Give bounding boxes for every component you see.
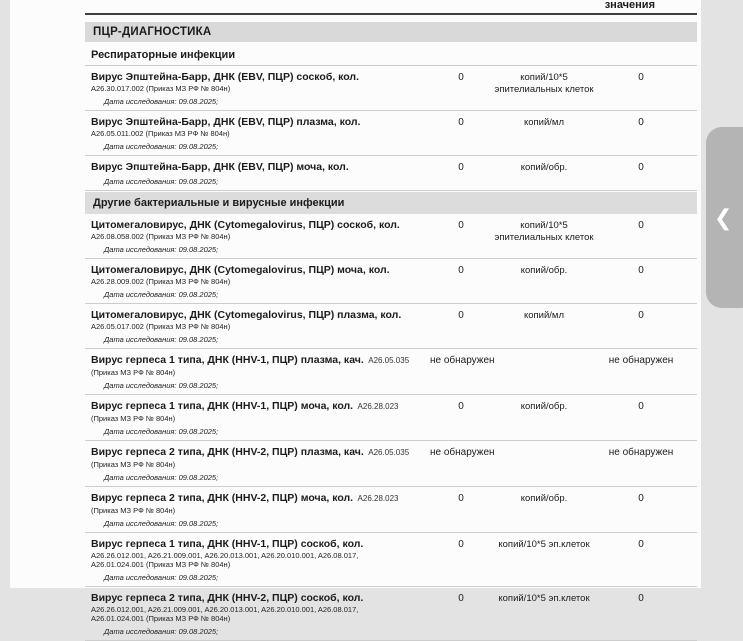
- test-result: 0: [458, 493, 464, 504]
- test-units: копий/обр.: [520, 401, 568, 412]
- test-name: Вирус герпеса 1 типа, ДНК (HHV-1, ПЦР) моча, кол. A26.28.023: [91, 400, 399, 412]
- group-header-other: Другие бактериальные и вирусные инфекции: [85, 192, 697, 214]
- test-date: Дата исследования: 09.08.2025;: [104, 519, 219, 528]
- test-date: Дата исследования: 09.08.2025;: [104, 97, 219, 106]
- test-code-inline: A26.05.035: [363, 356, 410, 365]
- test-result: 0: [458, 593, 464, 604]
- test-row: [85, 156, 697, 191]
- test-codes: [91, 322, 430, 331]
- test-name-cell: [85, 264, 430, 300]
- test-row: [85, 111, 697, 156]
- test-row: [85, 441, 697, 487]
- test-code-line: A26.28.009.002 (Приказ МЗ РФ № 804н): [91, 277, 231, 286]
- test-row: [85, 349, 697, 395]
- test-reference: 0: [638, 593, 644, 604]
- test-reference: 0: [638, 539, 644, 550]
- column-header-values: значения: [604, 0, 655, 11]
- chevron-left-icon: ❮: [714, 204, 733, 230]
- test-name-cell: [85, 309, 430, 345]
- test-name: Вирус герпеса 1 типа, ДНК (HHV-1, ПЦР) соскоб, кол.: [91, 538, 364, 550]
- test-row: [85, 304, 697, 349]
- test-name: Вирус герпеса 1 типа, ДНК (HHV-1, ПЦР) плазма, кач. A26.05.035: [91, 354, 410, 366]
- test-units: [492, 354, 596, 391]
- report-page: [10, 0, 701, 636]
- test-units: копий/обр.: [520, 493, 568, 504]
- test-result: 0: [458, 539, 464, 550]
- test-name: Цитомегаловирус, ДНК (Cytomegalovirus, ПЦР) моча, кол.: [91, 264, 390, 276]
- test-units: копий/мл: [523, 117, 565, 128]
- test-name-cell: [85, 161, 430, 187]
- test-name: Вирус герпеса 2 типа, ДНК (HHV-2, ПЦР) плазма, кач. A26.05.035: [91, 446, 410, 458]
- test-row: [85, 395, 697, 441]
- test-code-inline: A26.05.035: [363, 448, 410, 457]
- section-header-pcr: ПЦР-ДИАГНОСТИКА: [85, 22, 697, 42]
- test-codes: [91, 414, 430, 423]
- test-reference: 0: [638, 401, 644, 412]
- test-row: [85, 66, 697, 111]
- test-name: Цитомегаловирус, ДНК (Cytomegalovirus, ПЦР) плазма, кол.: [91, 309, 402, 321]
- test-units: копий/10*5 эп.клеток: [498, 539, 590, 550]
- test-code-line: A26.01.024.001 (Приказ МЗ РФ № 804н): [91, 614, 231, 623]
- test-codes: [91, 368, 430, 377]
- test-name: Вирус герпеса 2 типа, ДНК (HHV-2, ПЦР) моча, кол. A26.28.023: [91, 492, 399, 504]
- test-reference: не обнаружен: [608, 355, 674, 366]
- test-code-inline: A26.28.023: [353, 494, 399, 503]
- test-codes: [91, 605, 430, 623]
- test-units: копий/10*5 эпителиальных клеток: [494, 220, 594, 243]
- test-row: [85, 214, 697, 259]
- test-codes: [91, 277, 430, 286]
- test-name: Вирус Эпштейна-Барр, ДНК (EBV, ПЦР) моча, кол.: [91, 161, 349, 173]
- test-codes: [91, 460, 430, 469]
- test-name-cell: [85, 538, 430, 583]
- test-date: Дата исследования: 09.08.2025;: [104, 381, 219, 390]
- test-row: [85, 587, 697, 641]
- test-name-cell: [85, 354, 430, 391]
- test-date: Дата исследования: 09.08.2025;: [104, 290, 219, 299]
- test-name-cell: [85, 116, 430, 152]
- group-rows-respiratory: [85, 66, 697, 191]
- test-result: не обнаружен: [430, 447, 495, 458]
- test-result: 0: [458, 162, 464, 173]
- test-date: Дата исследования: 09.08.2025;: [104, 335, 219, 344]
- test-reference: 0: [638, 220, 644, 231]
- test-codes: [91, 551, 430, 569]
- test-name-cell: [85, 492, 430, 529]
- test-name: Вирус герпеса 2 типа, ДНК (HHV-2, ПЦР) соскоб, кол.: [91, 592, 364, 604]
- test-date: Дата исследования: 09.08.2025;: [104, 627, 219, 636]
- test-reference: 0: [638, 72, 644, 83]
- test-date: Дата исследования: 09.08.2025;: [104, 142, 219, 151]
- test-result: 0: [458, 310, 464, 321]
- test-codes: [91, 232, 430, 241]
- test-codes: [91, 84, 430, 93]
- test-date: Дата исследования: 09.08.2025;: [104, 177, 219, 186]
- test-code-line: A26.26.012.001, A26.21.009.001, A26.20.013.001, A26.20.010.001, A26.08.017,: [91, 605, 359, 614]
- test-name: Вирус Эпштейна-Барр, ДНК (EBV, ПЦР) соскоб, кол.: [91, 71, 360, 83]
- side-drawer-handle[interactable]: [706, 127, 743, 308]
- test-reference: 0: [638, 310, 644, 321]
- test-result: 0: [458, 220, 464, 231]
- test-code-line: (Приказ МЗ РФ № 804н): [91, 506, 176, 515]
- test-code-line: A26.08.058.002 (Приказ МЗ РФ № 804н): [91, 232, 231, 241]
- test-code-line: (Приказ МЗ РФ № 804н): [91, 414, 176, 423]
- test-code-line: A26.05.011.002 (Приказ МЗ РФ № 804н): [91, 129, 230, 138]
- test-codes: [91, 129, 430, 138]
- test-row: [85, 533, 697, 587]
- test-code-line: A26.26.012.001, A26.21.009.001, A26.20.013.001, A26.20.010.001, A26.08.017,: [91, 551, 359, 560]
- results-table: [85, 0, 697, 641]
- test-reference: 0: [638, 265, 644, 276]
- test-name-cell: [85, 592, 430, 637]
- test-units: копий/мл: [523, 310, 565, 321]
- test-row: [85, 259, 697, 304]
- test-code-line: A26.01.024.001 (Приказ МЗ РФ № 804н): [91, 560, 231, 569]
- test-reference: 0: [638, 162, 644, 173]
- test-units: [492, 446, 596, 483]
- test-result: 0: [458, 401, 464, 412]
- test-date: Дата исследования: 09.08.2025;: [104, 245, 219, 254]
- test-date: Дата исследования: 09.08.2025;: [104, 573, 219, 582]
- test-result: 0: [458, 117, 464, 128]
- test-code-line: (Приказ МЗ РФ № 804н): [91, 368, 176, 377]
- test-code-inline: A26.28.023: [353, 402, 399, 411]
- group-rows-other: [85, 214, 697, 641]
- test-reference: 0: [638, 117, 644, 128]
- group-header-respiratory: Респираторные инфекции: [85, 42, 697, 66]
- test-reference: не обнаружен: [608, 447, 674, 458]
- test-units: копий/10*5 эпителиальных клеток: [494, 72, 594, 95]
- test-name-cell: [85, 71, 430, 107]
- test-name-cell: [85, 446, 430, 483]
- table-header-strip: [85, 0, 697, 15]
- test-date: Дата исследования: 09.08.2025;: [104, 427, 219, 436]
- test-units: копий/10*5 эп.клеток: [498, 593, 590, 604]
- test-name: Цитомегаловирус, ДНК (Cytomegalovirus, ПЦР) соскоб, кол.: [91, 219, 400, 231]
- test-name-cell: [85, 219, 430, 255]
- test-date: Дата исследования: 09.08.2025;: [104, 473, 219, 482]
- test-result: 0: [458, 265, 464, 276]
- test-name: Вирус Эпштейна-Барр, ДНК (EBV, ПЦР) плазма, кол.: [91, 116, 361, 128]
- test-result: не обнаружен: [430, 355, 495, 366]
- test-row: [85, 487, 697, 533]
- test-result: 0: [458, 72, 464, 83]
- test-reference: 0: [638, 493, 644, 504]
- test-code-line: A26.30.017.002 (Приказ МЗ РФ № 804н): [91, 84, 231, 93]
- test-name-cell: [85, 400, 430, 437]
- test-code-line: A26.05.017.002 (Приказ МЗ РФ № 804н): [91, 322, 231, 331]
- test-code-line: (Приказ МЗ РФ № 804н): [91, 460, 176, 469]
- test-units: копий/обр.: [520, 265, 568, 276]
- test-units: копий/обр.: [520, 162, 568, 173]
- test-codes: [91, 506, 430, 515]
